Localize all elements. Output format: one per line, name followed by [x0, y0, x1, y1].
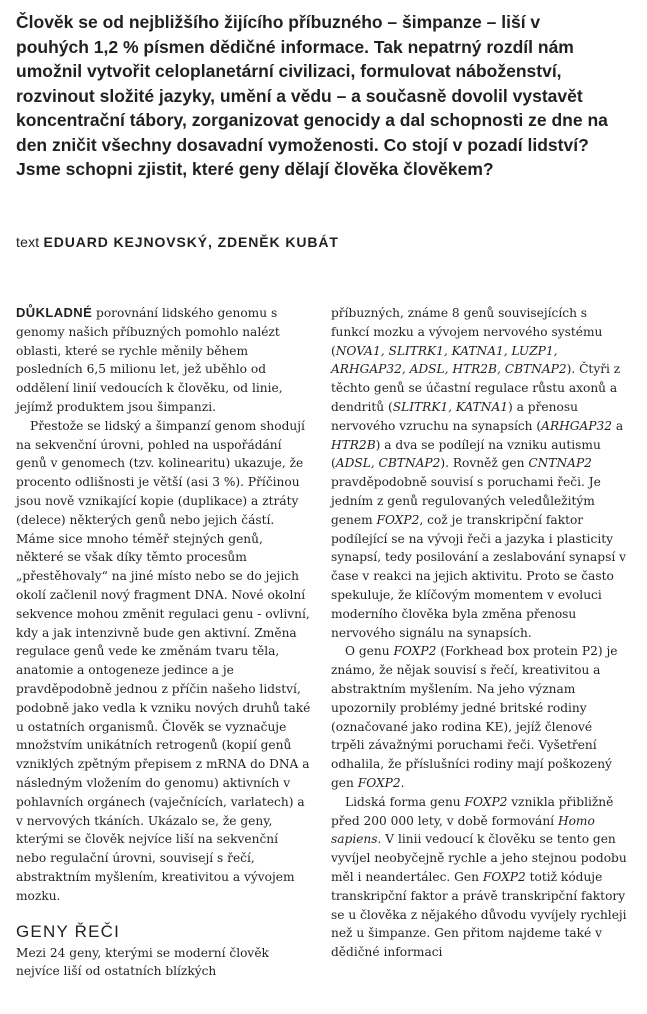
gene-names: SLITRK1, KATNA1	[392, 399, 509, 414]
text-run: ). Čtyři z těchto genů se účastní regulace růstu axonů a dendritů (	[331, 362, 621, 414]
text-run: , což je transkripční faktor podílející se na vývoji řeči a jazyka i plasticity synapsí, tedy posilování a zeslabování synapsí v čase v reakci na jejich aktivitu. Proto se často spekuluje, že klíčovým momentem v evoluci moderního člověka byla změna přenosu nervového signálu na synapsích.	[331, 512, 626, 640]
text-run: ). Rovněž gen	[440, 456, 529, 471]
gene-name: FOXP2	[464, 794, 508, 809]
paragraph-text: porovnání lidského genomu s genomy našich příbuzných pomohlo nalézt oblasti, které se rychle měnily během posledních 6,5 milionu let, jež uběhlo od oddělení linií vedoucích k člověku, od linie, jejímž produktem jsou šimpanzi.	[16, 306, 283, 414]
gene-name: HTR2B	[331, 437, 376, 452]
paragraph-human-foxp2	[331, 793, 629, 962]
gene-name: FOXP2	[376, 512, 420, 527]
paragraph-lead-word: DŮKLADNÉ	[16, 305, 93, 320]
paragraph-brain-genes	[331, 304, 629, 642]
text-run: a	[612, 418, 624, 433]
article-lead: Člověk se od nejbližšího žijícího příbuzného – šimpanze – liší v pouhých 1,2 % písmen dědičné informace. Tak nepatrný rozdíl nám umožnil vytvořit celoplanetární civilizaci, formulovat náboženství, rozvinout složité jazyky, umění a vědu – a současně dovolil vystavět koncentrační tábory, zorganizovat genocidy a dal schopnosti ze dne na den zničit všechny dosavadní vymoženosti. Co stojí v pozadí lidství? Jsme schopni zjistit, které geny dělají člověka člověkem?	[16, 12, 608, 179]
gene-name: FOXP2	[393, 644, 437, 659]
paragraph-genes: Mezi 24 geny, kterými se moderní člověk nejvíce liší od ostatních blízkých	[16, 945, 269, 979]
species-name: Homo sapiens	[331, 813, 595, 847]
text-run: .	[400, 775, 405, 790]
byline-label: text	[16, 234, 40, 250]
text-run: totiž kóduje transkripční faktor a právě transkripční faktory se u člověka z nějakého důvodu vyvíjely rychleji než u šimpanze. Gen přitom najdeme také v dědičné informaci	[331, 869, 627, 960]
gene-name: FOXP2	[357, 775, 401, 790]
byline	[16, 234, 339, 250]
text-run: vznikla přibližně před 200 000 lety, v době formování	[331, 794, 614, 828]
text-run: . V linii vedoucí k člověku se tento gen vyvíjel neobyčejně rychle a jeho stejnou podobu měl i neandertálec. Gen	[331, 832, 627, 884]
gene-name: FOXP2	[482, 869, 526, 884]
gene-names: ADSL, CBTNAP2	[335, 456, 441, 471]
text-run: Lidská forma genu	[345, 794, 465, 809]
text-run: příbuzných, známe 8 genů souvisejících s funkcí mozku a vývojem nervového systému (	[331, 306, 603, 358]
section-heading: GENY ŘEČI	[16, 921, 121, 941]
gene-names: NOVA1, SLITRK1, KATNA1, LUZP1, ARHGAP32, ADSL, HTR2B, CBTNAP2	[331, 343, 567, 377]
text-run: (Forkhead box protein P2) je známo, že nějak souvisí s řečí, kreativitou a abstraktním myšlením. Na jeho význam upozornily problémy jedné britské rodiny (označované jako rodina KE), jejíž členové trpěli závažnými poruchami řeči. Vyšetření odhalila, že příslušníci rodiny mají poškozený gen	[331, 644, 618, 790]
left-column	[16, 304, 312, 981]
right-column	[331, 304, 629, 962]
gene-name: ARHGAP32	[541, 418, 613, 433]
paragraph-genome: Přestože se lidský a šimpanzí genom shodují na sekvenční úrovni, pohled na uspořádání genů v genomech (tzv. kolinearitu) ukazuje, že procento odlišnosti je větší (asi 3 %). Příčinou jsou nově vznikající kopie (duplikace) a ztráty (delece) některých genů nebo jejich částí. Máme sice mnoho téměř stejných genů, některé se však díky těmto procesům „přestěhovaly“ na jiné místo nebo se do jejich okolí začlenil nový fragment DNA. Nové okolní sekvence mohou změnit regulaci genu - ovlivní, kdy a jak intenzivně bude gen aktivní. Změna regulace genů vede ke změnám tvaru těla, anatomie a ontogeneze jedince a je pravděpodobně jednou z příčin našeho lidství, podobně jako vedla k vzniku nových druhů také u ostatních organismů. Člověk se vyznačuje množstvím unikátních retrogenů (kopií genů vzniklých zpětným přepisem z mRNA do DNA a následným vložením do genomu) aktivních v pohlavních orgánech (vaječnících, varlatech) a v nervových tkáních. Ukázalo se, že geny, kterými se člověk nejvíce liší na sekvenční nebo regulační úrovni, souvisejí s řečí, abstraktním myšlením, kreativitou a vývojem mozku.	[16, 418, 311, 903]
text-run: O genu	[345, 644, 394, 659]
gene-name: CNTNAP2	[528, 456, 592, 471]
byline-authors: EDUARD KEJNOVSKÝ, ZDENĚK KUBÁT	[43, 234, 339, 250]
text-run: ) a dva se podílejí na vzniku autismu (	[331, 437, 601, 471]
paragraph-foxp2	[331, 642, 629, 792]
text-run: pravděpodobně souvisí s poruchami řeči. Je jedním z genů regulovaných veledůležitým genem	[331, 475, 601, 527]
text-run: ) a přenosu nervového vzruchu na synapsích (	[331, 399, 578, 433]
paragraph-intro	[16, 304, 312, 417]
